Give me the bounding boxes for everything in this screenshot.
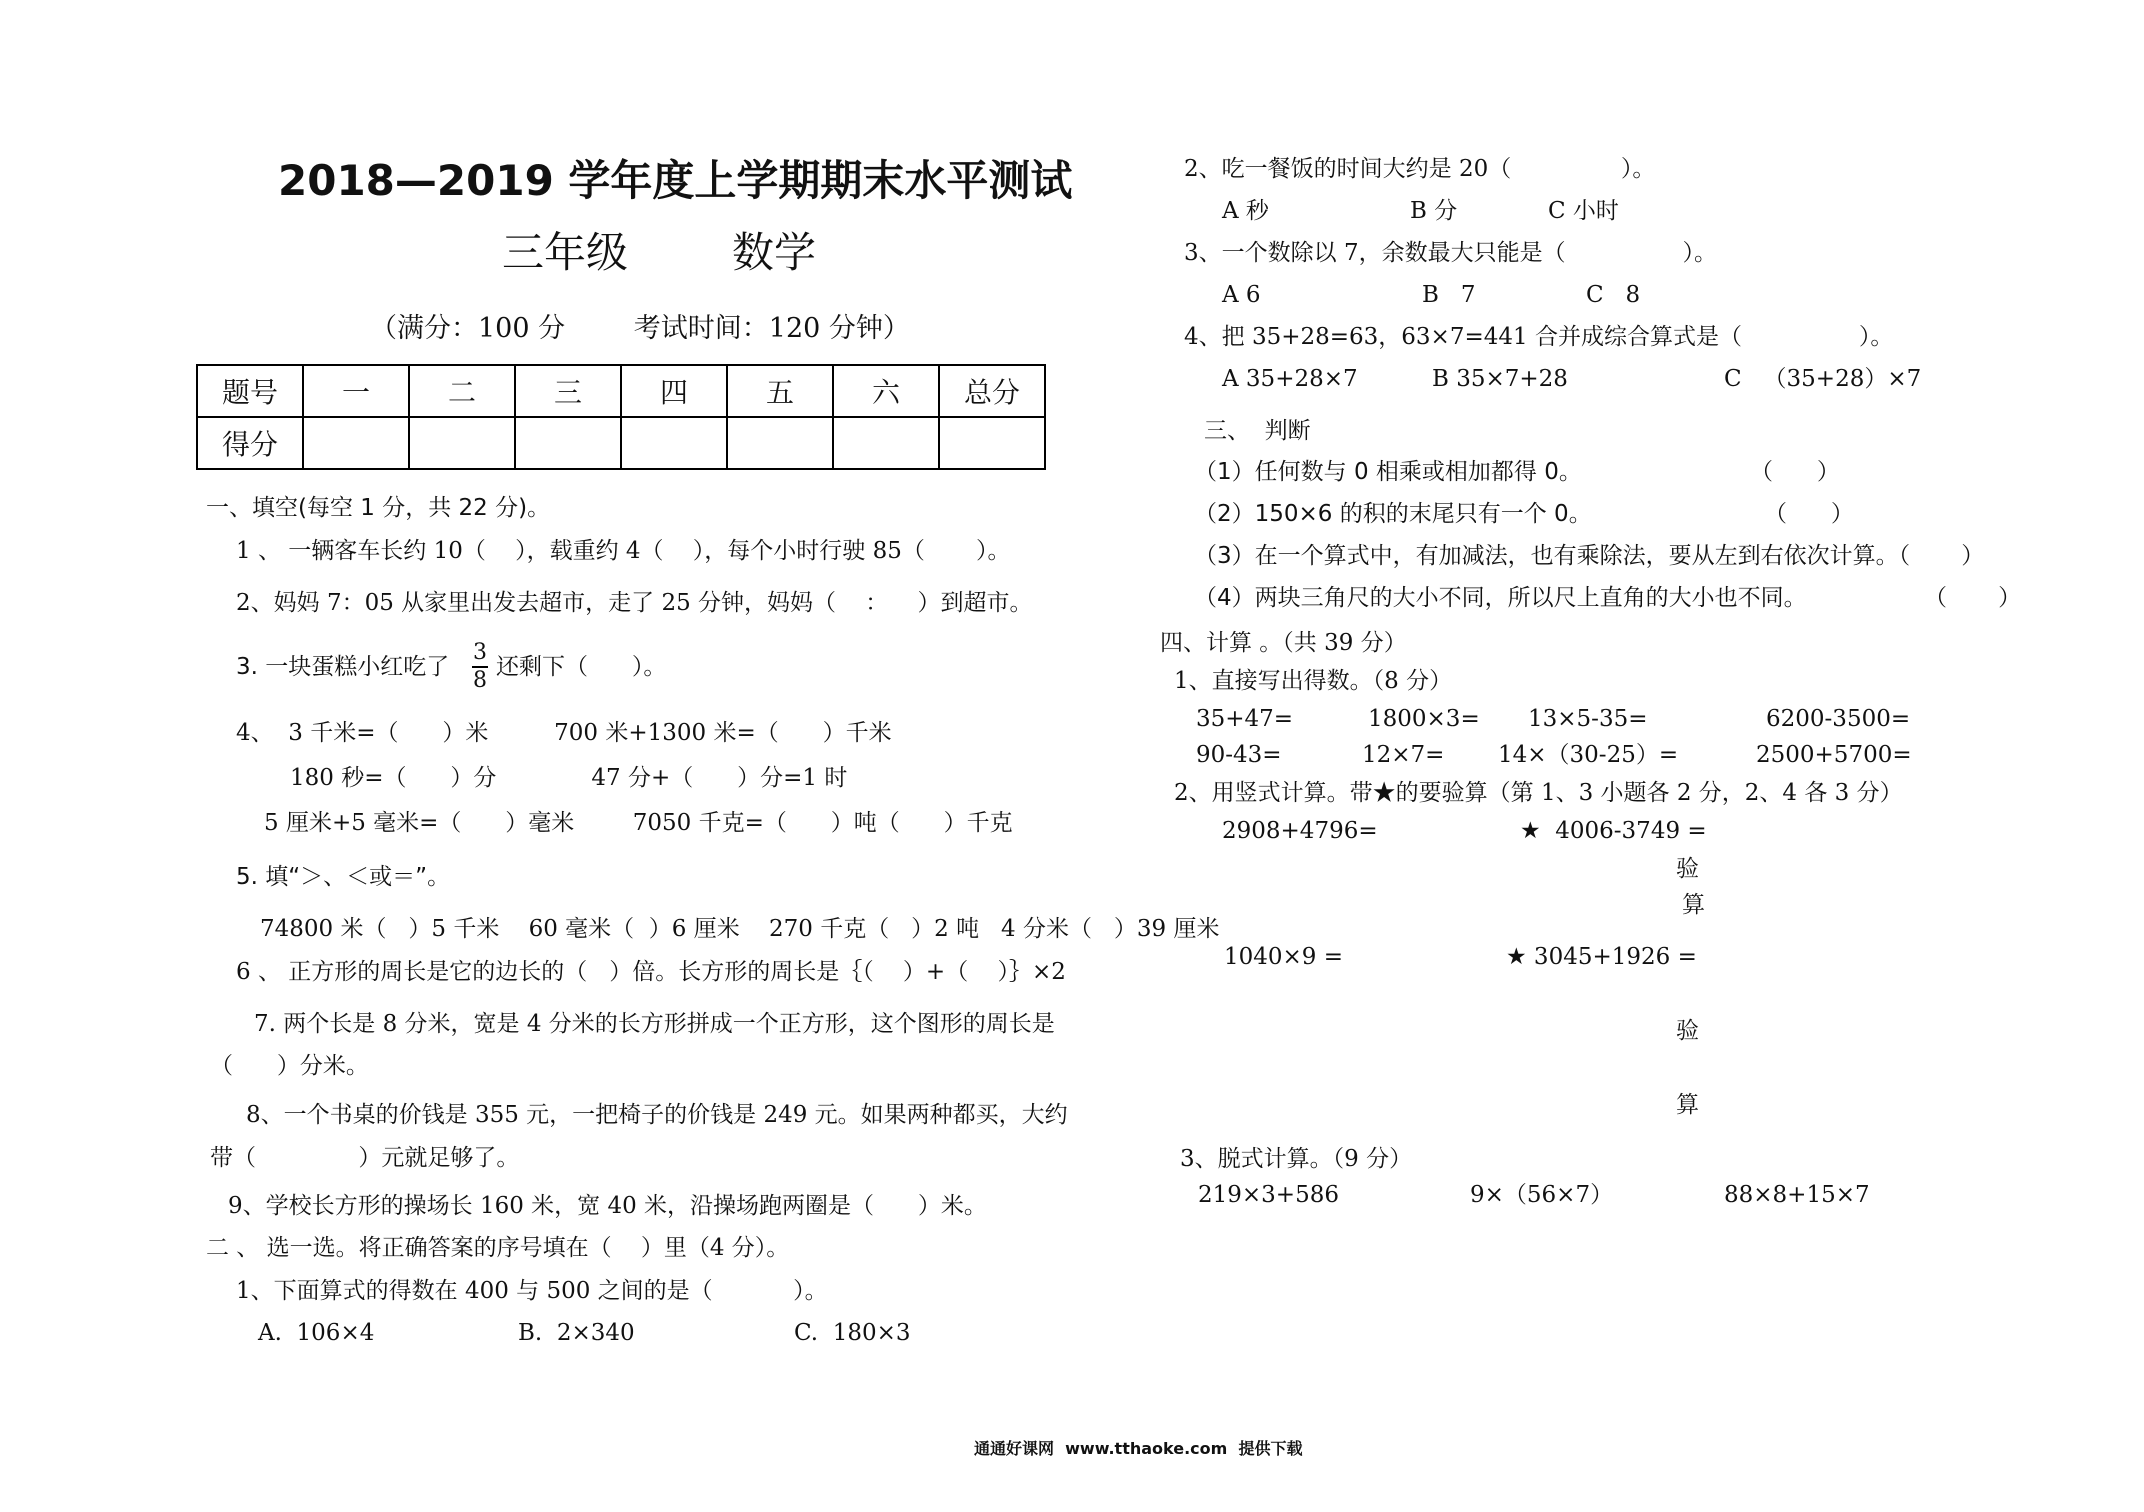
question-1-3: 3. 一块蛋糕小红吃了 [236, 654, 450, 680]
oral-calc-5: 90-43= [1196, 742, 1282, 768]
question-1-7a: 7. 两个长是 8 分米，宽是 4 分米的长方形拼成一个正方形，这个图形的周长是 [254, 1011, 1055, 1037]
question-1-5: 5. 填“＞、＜或＝”。 [236, 864, 451, 890]
question-2-4-option-b: B 35×7+28 [1432, 366, 1568, 392]
compute-part-2: 2、用竖式计算。带★的要验算（第 1、3 小题各 2 分，2、4 各 3 分） [1174, 780, 1903, 806]
oral-calc-7: 14×（30-25）= [1498, 742, 1679, 768]
section1-heading: 一、填空(每空 1 分，共 22 分)。 [206, 495, 551, 521]
question-1-9: 9、学校长方形的操场长 160 米，宽 40 米，沿操场跑两圈是（ ）米。 [228, 1193, 987, 1219]
compute-part-1: 1、直接写出得数。（8 分） [1174, 668, 1453, 694]
judge-4-blank: （ ） [1924, 585, 2022, 611]
oral-calc-4: 6200-3500= [1766, 706, 1911, 732]
question-1-4a: 4、 3 千米=（ ）米 700 米+1300 米=（ ）千米 [236, 720, 892, 746]
score-cell [409, 417, 515, 469]
fraction-denominator: 8 [473, 668, 487, 693]
vertical-calc-4: ★ 3045+1926 = [1506, 944, 1697, 970]
judge-1-blank: （ ） [1750, 459, 1840, 485]
exam-subject: 数学 [732, 228, 817, 277]
score-cell [515, 417, 621, 469]
judge-4: （4）两块三角尺的大小不同，所以尺上直角的大小也不同。 [1194, 585, 1807, 611]
section2-heading: 二 、 选一选。将正确答案的序号填在（ ）里（4 分）。 [206, 1235, 790, 1261]
score-table [196, 364, 1046, 470]
section3-heading: 三、 判断 [1204, 418, 1311, 444]
verify-label-top-1: 验 [1676, 856, 1699, 882]
question-2-1-option-a: A. 106×4 [258, 1320, 375, 1346]
question-2-3: 3、一个数除以 7，余数最大只能是（ ）。 [1184, 240, 1718, 266]
exam-meta: （满分：100 分 考试时间：120 分钟） [370, 313, 910, 344]
verify-label-top-2: 算 [1682, 892, 1705, 918]
oral-calc-8: 2500+5700= [1756, 742, 1912, 768]
question-2-1: 1、下面算式的得数在 400 与 500 之间的是（ ）。 [236, 1278, 828, 1304]
question-1-3-rest: 还剩下（ ）。 [496, 654, 667, 680]
oral-calc-6: 12×7= [1362, 742, 1445, 768]
stepwise-calc-1: 219×3+586 [1198, 1182, 1339, 1208]
question-2-2: 2、吃一餐饭的时间大约是 20（ ）。 [1184, 156, 1656, 182]
score-cell: 总分 [939, 365, 1045, 417]
judge-2: （2）150×6 的积的末尾只有一个 0。 [1194, 501, 1592, 527]
oral-calc-1: 35+47= [1196, 706, 1294, 732]
stepwise-calc-3: 88×8+15×7 [1724, 1182, 1870, 1208]
exam-grade: 三年级 [502, 228, 629, 277]
question-1-1: 1 、 一辆客车长约 10（ ），载重约 4（ ），每个小时行驶 85（ ）。 [236, 538, 1011, 564]
score-table-row-scores [197, 417, 1045, 469]
question-2-1-option-b: B. 2×340 [518, 1320, 635, 1346]
score-cell [727, 417, 833, 469]
score-cell [303, 417, 409, 469]
judge-1: （1）任何数与 0 相乘或相加都得 0。 [1194, 459, 1582, 485]
vertical-calc-3: 1040×9 = [1224, 944, 1344, 970]
question-2-3-option-b: B 7 [1422, 282, 1476, 308]
question-2-4: 4、把 35+28=63，63×7=441 合并成综合算式是（ ）。 [1184, 324, 1894, 350]
question-2-4-option-c: C （35+28）×7 [1724, 366, 1922, 392]
question-2-4-option-a: A 35+28×7 [1222, 366, 1358, 392]
judge-2-blank: （ ） [1764, 501, 1854, 527]
vertical-calc-1: 2908+4796= [1222, 818, 1378, 844]
question-2-2-option-a: A 秒 [1222, 198, 1269, 224]
question-1-7b: （ ）分米。 [210, 1053, 369, 1079]
score-table-row-headers [197, 365, 1045, 417]
score-cell [939, 417, 1045, 469]
question-2-1-option-c: C. 180×3 [794, 1320, 911, 1346]
question-2-3-option-c: C 8 [1586, 282, 1641, 308]
score-cell: 五 [727, 365, 833, 417]
fraction-numerator: 3 [473, 640, 487, 665]
question-1-5-items: 74800 米（ ）5 千米 60 毫米（ ）6 厘米 270 千克（ ）2 吨 4 分米（ ）39 厘米 [260, 916, 1220, 942]
score-cell [621, 417, 727, 469]
question-1-6: 6 、 正方形的周长是它的边长的（ ）倍。长方形的周长是｛（ ）+（ ）｝×2 [236, 959, 1066, 985]
oral-calc-3: 13×5-35= [1528, 706, 1648, 732]
verify-label-bottom-2: 算 [1676, 1092, 1699, 1118]
question-1-4b: 180 秒=（ ）分 47 分+（ ）分=1 时 [290, 765, 848, 791]
question-1-4c: 5 厘米+5 毫米=（ ）毫米 7050 千克=（ ）吨（ ）千克 [264, 810, 1013, 836]
fraction-3-8 [470, 640, 490, 694]
score-cell: 六 [833, 365, 939, 417]
stepwise-calc-2: 9×（56×7） [1470, 1182, 1614, 1208]
score-cell: 题号 [197, 365, 303, 417]
verify-label-bottom-1: 验 [1676, 1018, 1699, 1044]
question-2-2-option-c: C 小时 [1548, 198, 1619, 224]
question-1-2: 2、妈妈 7：05 从家里出发去超市，走了 25 分钟，妈妈（ ： ）到超市。 [236, 590, 1033, 616]
score-cell: 二 [409, 365, 515, 417]
score-cell: 三 [515, 365, 621, 417]
oral-calc-2: 1800×3= [1368, 706, 1480, 732]
score-cell: 一 [303, 365, 409, 417]
judge-3: （3）在一个算式中，有加减法，也有乘除法，要从左到右依次计算。（ ） [1194, 543, 1985, 569]
score-cell: 得分 [197, 417, 303, 469]
exam-title: 2018—2019 学年度上学期期末水平测试 [278, 156, 1073, 205]
score-cell: 四 [621, 365, 727, 417]
question-2-3-option-a: A 6 [1222, 282, 1261, 308]
question-2-2-option-b: B 分 [1410, 198, 1458, 224]
question-1-8b: 带（ ）元就足够了。 [210, 1145, 520, 1171]
score-cell [833, 417, 939, 469]
page-footer: 通通好课网 www.tthaoke.com 提供下载 [974, 1439, 1303, 1458]
question-1-8a: 8、一个书桌的价钱是 355 元，一把椅子的价钱是 249 元。如果两种都买，大约 [246, 1102, 1068, 1128]
vertical-calc-2: ★ 4006-3749 = [1520, 818, 1707, 844]
section4-heading: 四、计算 。（共 39 分） [1160, 630, 1407, 656]
compute-part-3: 3、脱式计算。（9 分） [1180, 1146, 1413, 1172]
